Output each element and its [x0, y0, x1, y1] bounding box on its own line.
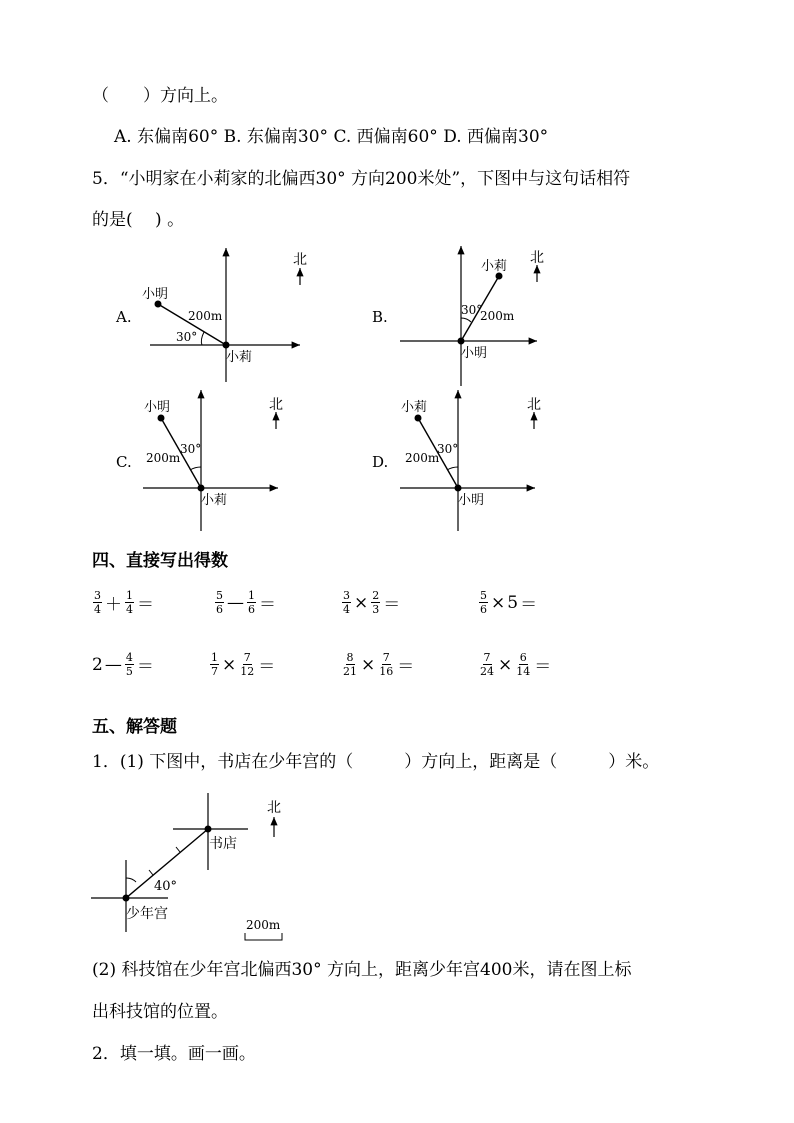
origin-dot — [458, 338, 465, 345]
fraction: $\frac{7}{24}$ — [480, 651, 494, 678]
calc-r2-1: 2 — $\frac{4}{5}$ ＝ — [92, 651, 154, 678]
angle-label: 30° — [180, 442, 202, 456]
option-c-label: C. — [116, 453, 132, 471]
fraction: $\frac{6}{14}$ — [516, 651, 531, 678]
section-4-title: 四、直接写出得数 — [92, 551, 228, 571]
fraction: $\frac{1}{7}$ — [211, 651, 218, 678]
origin-dot — [455, 485, 462, 492]
angle-arc — [201, 332, 204, 345]
north-label: 北 — [530, 250, 544, 266]
s5-q1-part1: 1．(1) 下图中，书店在少年宫的（ ）方向上，距离是（ ）米。 — [92, 752, 660, 772]
calc-r1-4: $\frac{5}{6}$ × 5 ＝ — [480, 589, 538, 616]
distance-label: 200m — [480, 309, 515, 323]
north-label: 北 — [267, 800, 281, 816]
option-d-label: D. — [372, 453, 389, 471]
xiaoli-label: 小莉 — [201, 493, 228, 508]
s5-q1-part2-line1: (2) 科技馆在少年宫北偏西30° 方向上，距离少年宫400米，请在图上标 — [92, 960, 632, 980]
xiaoli-label: 小莉 — [226, 350, 253, 365]
fraction: $\frac{3}{4}$ — [343, 589, 350, 616]
figure-a — [140, 240, 320, 390]
whole-number: 2 — [92, 654, 103, 675]
origin-dot — [223, 342, 230, 349]
angle-label: 40° — [154, 879, 178, 894]
whole-number: 5 — [507, 592, 519, 613]
north-label: 北 — [269, 397, 283, 413]
angle-arc — [126, 878, 136, 882]
calc-r1-2: $\frac{5}{6}$ — $\frac{1}{6}$ ＝ — [216, 589, 276, 616]
distance-label: 200m — [188, 309, 223, 323]
palace-dot — [123, 895, 130, 902]
calc-r1-3: $\frac{3}{4}$ × $\frac{2}{3}$ ＝ — [343, 589, 401, 616]
section-5-title: 五、解答题 — [92, 717, 177, 737]
bookstore-label: 书店 — [209, 836, 237, 852]
xiaoming-dot — [158, 415, 165, 422]
north-label: 北 — [527, 397, 541, 413]
xiaoming-label: 小明 — [458, 493, 485, 508]
angle-label: 30° — [461, 303, 483, 317]
xiaoli-dot — [415, 415, 422, 422]
xiaoli-label: 小莉 — [481, 259, 508, 274]
fraction: $\frac{7}{12}$ — [240, 651, 255, 678]
xiaoming-label: 小明 — [461, 346, 488, 361]
fraction: $\frac{7}{16}$ — [379, 651, 394, 678]
scale-label: 200m — [246, 918, 281, 932]
figure-c — [140, 385, 300, 535]
figure-b — [395, 240, 555, 390]
xiaoli-label: 小莉 — [401, 400, 428, 415]
scale-tick-1 — [149, 870, 153, 875]
xiaoming-label: 小明 — [144, 400, 171, 415]
north-label: 北 — [293, 252, 307, 268]
angle-arc — [461, 318, 471, 322]
fraction: $\frac{3}{4}$ — [94, 589, 101, 616]
calc-r2-3: $\frac{8}{21}$ × $\frac{7}{16}$ ＝ — [343, 651, 415, 678]
option-a-label: A. — [116, 308, 132, 326]
q4-options: A. 东偏南60° B. 东偏南30° C. 西偏南60° D. 西偏南30° — [114, 127, 549, 147]
s5-q1-part2-line2: 出科技馆的位置。 — [92, 1002, 228, 1022]
palace-label: 少年宫 — [126, 906, 168, 922]
angle-label: 30° — [437, 442, 459, 456]
fraction: $\frac{2}{3}$ — [372, 589, 380, 616]
fraction: $\frac{1}{4}$ — [126, 589, 133, 616]
calc-r2-2: $\frac{1}{7}$ × $\frac{7}{12}$ ＝ — [211, 651, 276, 678]
fraction: $\frac{8}{21}$ — [343, 651, 357, 678]
distance-label: 200m — [405, 451, 440, 465]
fraction: $\frac{5}{6}$ — [480, 589, 487, 616]
q5-question-line2: 的是( ) 。 — [92, 210, 185, 230]
q5-question-line1: 5．“小明家在小莉家的北偏西30° 方向200米处”，下图中与这句话相符 — [92, 169, 631, 189]
fraction: $\frac{5}{6}$ — [216, 589, 223, 616]
distance-label: 200m — [146, 451, 181, 465]
xiaoming-label: 小明 — [142, 287, 169, 302]
bookstore-dot — [205, 826, 212, 833]
origin-dot — [198, 485, 205, 492]
q4-tail: （ ）方向上。 — [92, 86, 228, 106]
angle-arc — [447, 467, 458, 470]
scale-bar — [245, 933, 282, 940]
fraction: $\frac{4}{5}$ — [125, 651, 133, 678]
fraction: $\frac{1}{6}$ — [248, 589, 255, 616]
scale-tick-2 — [176, 847, 180, 852]
s5-q2: 2．填一填。画一画。 — [92, 1044, 256, 1064]
calc-r2-4: $\frac{7}{24}$ × $\frac{6}{14}$ ＝ — [480, 651, 552, 678]
map-figure — [88, 790, 308, 950]
option-b-label: B. — [372, 308, 388, 326]
calc-r1-1: $\frac{3}{4}$ ＋ $\frac{1}{4}$ ＝ — [94, 589, 154, 616]
angle-arc — [190, 467, 201, 470]
figure-d — [397, 385, 557, 535]
angle-label: 30° — [176, 330, 198, 344]
